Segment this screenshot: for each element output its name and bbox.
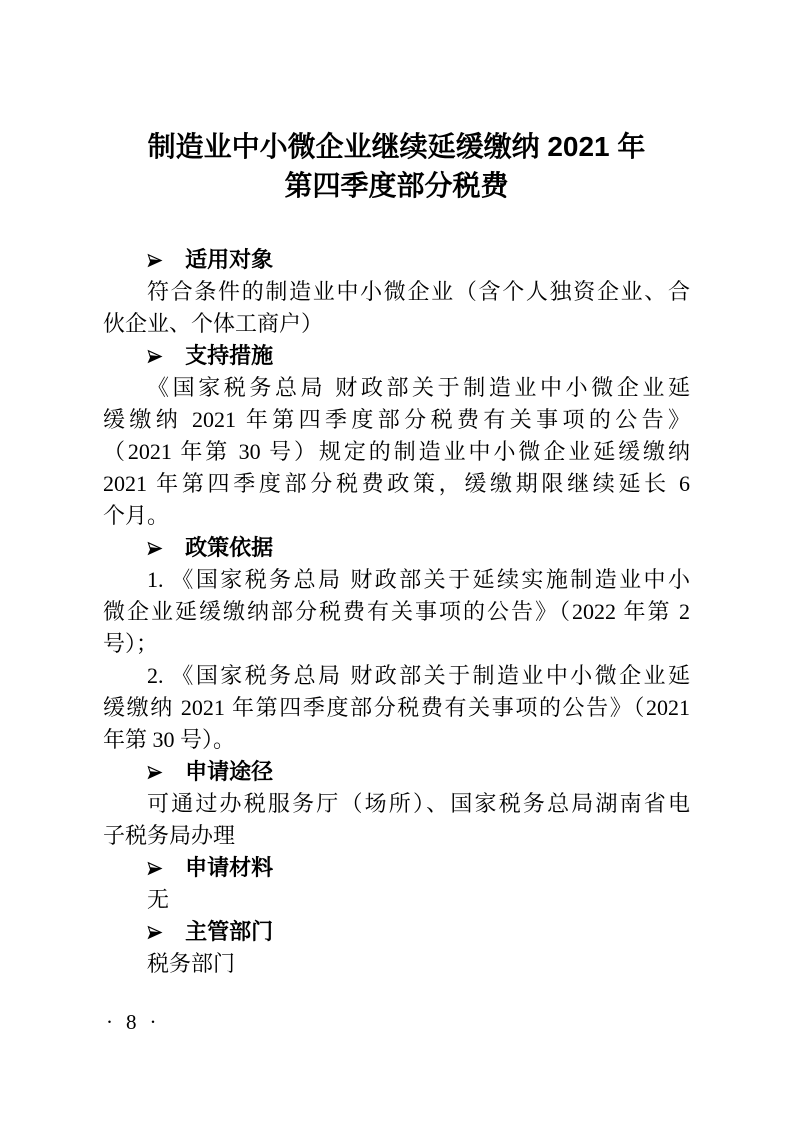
heading-label: 主管部门 — [185, 919, 274, 944]
paragraph-line: 《国家税务总局 财政部关于制造业中小微企业延 — [147, 375, 690, 400]
arrow-bullet-icon — [147, 532, 179, 564]
section-heading — [103, 340, 690, 372]
section-heading — [103, 532, 690, 564]
section-heading — [103, 852, 690, 884]
paragraph-line: 2021 年第四季度部分税费政策，缓缴期限继续延长 6 — [103, 471, 690, 496]
paragraph-line: 缓缴纳 2021 年第四季度部分税费有关事项的公告》（2021 — [103, 695, 690, 720]
heading-label: 政策依据 — [185, 535, 274, 560]
document-content — [103, 127, 690, 980]
page-number-dot: · — [106, 1010, 113, 1034]
title-line: 第四季度部分税费 — [284, 170, 509, 201]
title-line: 制造业中小微企业继续延缓缴纳 2021 年 — [147, 131, 646, 162]
arrow-bullet-icon — [147, 852, 179, 884]
paragraph-line: 缓缴纳 2021 年第四季度部分税费有关事项的公告》 — [103, 407, 690, 432]
paragraph-line: 年第 30 号）。 — [103, 727, 236, 752]
paragraph-line: 伙企业、个体工商户） — [103, 311, 324, 336]
heading-label: 支持措施 — [185, 343, 274, 368]
paragraph-line: 号）； — [103, 631, 159, 656]
paragraph-line: 无 — [147, 887, 170, 912]
paragraph-line: 子税务局办理 — [103, 823, 236, 848]
heading-label: 申请途径 — [185, 759, 274, 784]
document-title — [103, 127, 690, 205]
arrow-bullet-icon — [147, 916, 179, 948]
page-number — [106, 1006, 157, 1038]
heading-label: 适用对象 — [185, 247, 274, 272]
paragraph-line: 个月。 — [103, 503, 170, 528]
paragraph-line: 2. 《国家税务总局 财政部关于制造业中小微企业延 — [147, 663, 690, 688]
page-number-dot: · — [149, 1010, 157, 1034]
arrow-bullet-icon — [147, 756, 179, 788]
section-heading — [103, 756, 690, 788]
paragraph-line: （2021 年第 30 号）规定的制造业中小微企业延缓缴纳 — [103, 439, 690, 464]
paragraph-line: 税务部门 — [147, 951, 236, 976]
paragraph-line: 1. 《国家税务总局 财政部关于延续实施制造业中小 — [147, 567, 690, 592]
arrow-bullet-icon — [147, 244, 179, 276]
heading-label: 申请材料 — [185, 855, 274, 880]
arrow-bullet-icon — [147, 340, 179, 372]
paragraph-line: 微企业延缓缴纳部分税费有关事项的公告》（2022 年第 2 — [103, 599, 690, 624]
section-heading — [103, 244, 690, 276]
page-number-value: 8 — [126, 1010, 137, 1034]
paragraph-line: 可通过办税服务厅（场所）、国家税务总局湖南省电 — [147, 791, 690, 816]
section-heading — [103, 916, 690, 948]
paragraph-line: 符合条件的制造业中小微企业（含个人独资企业、合 — [147, 279, 690, 304]
